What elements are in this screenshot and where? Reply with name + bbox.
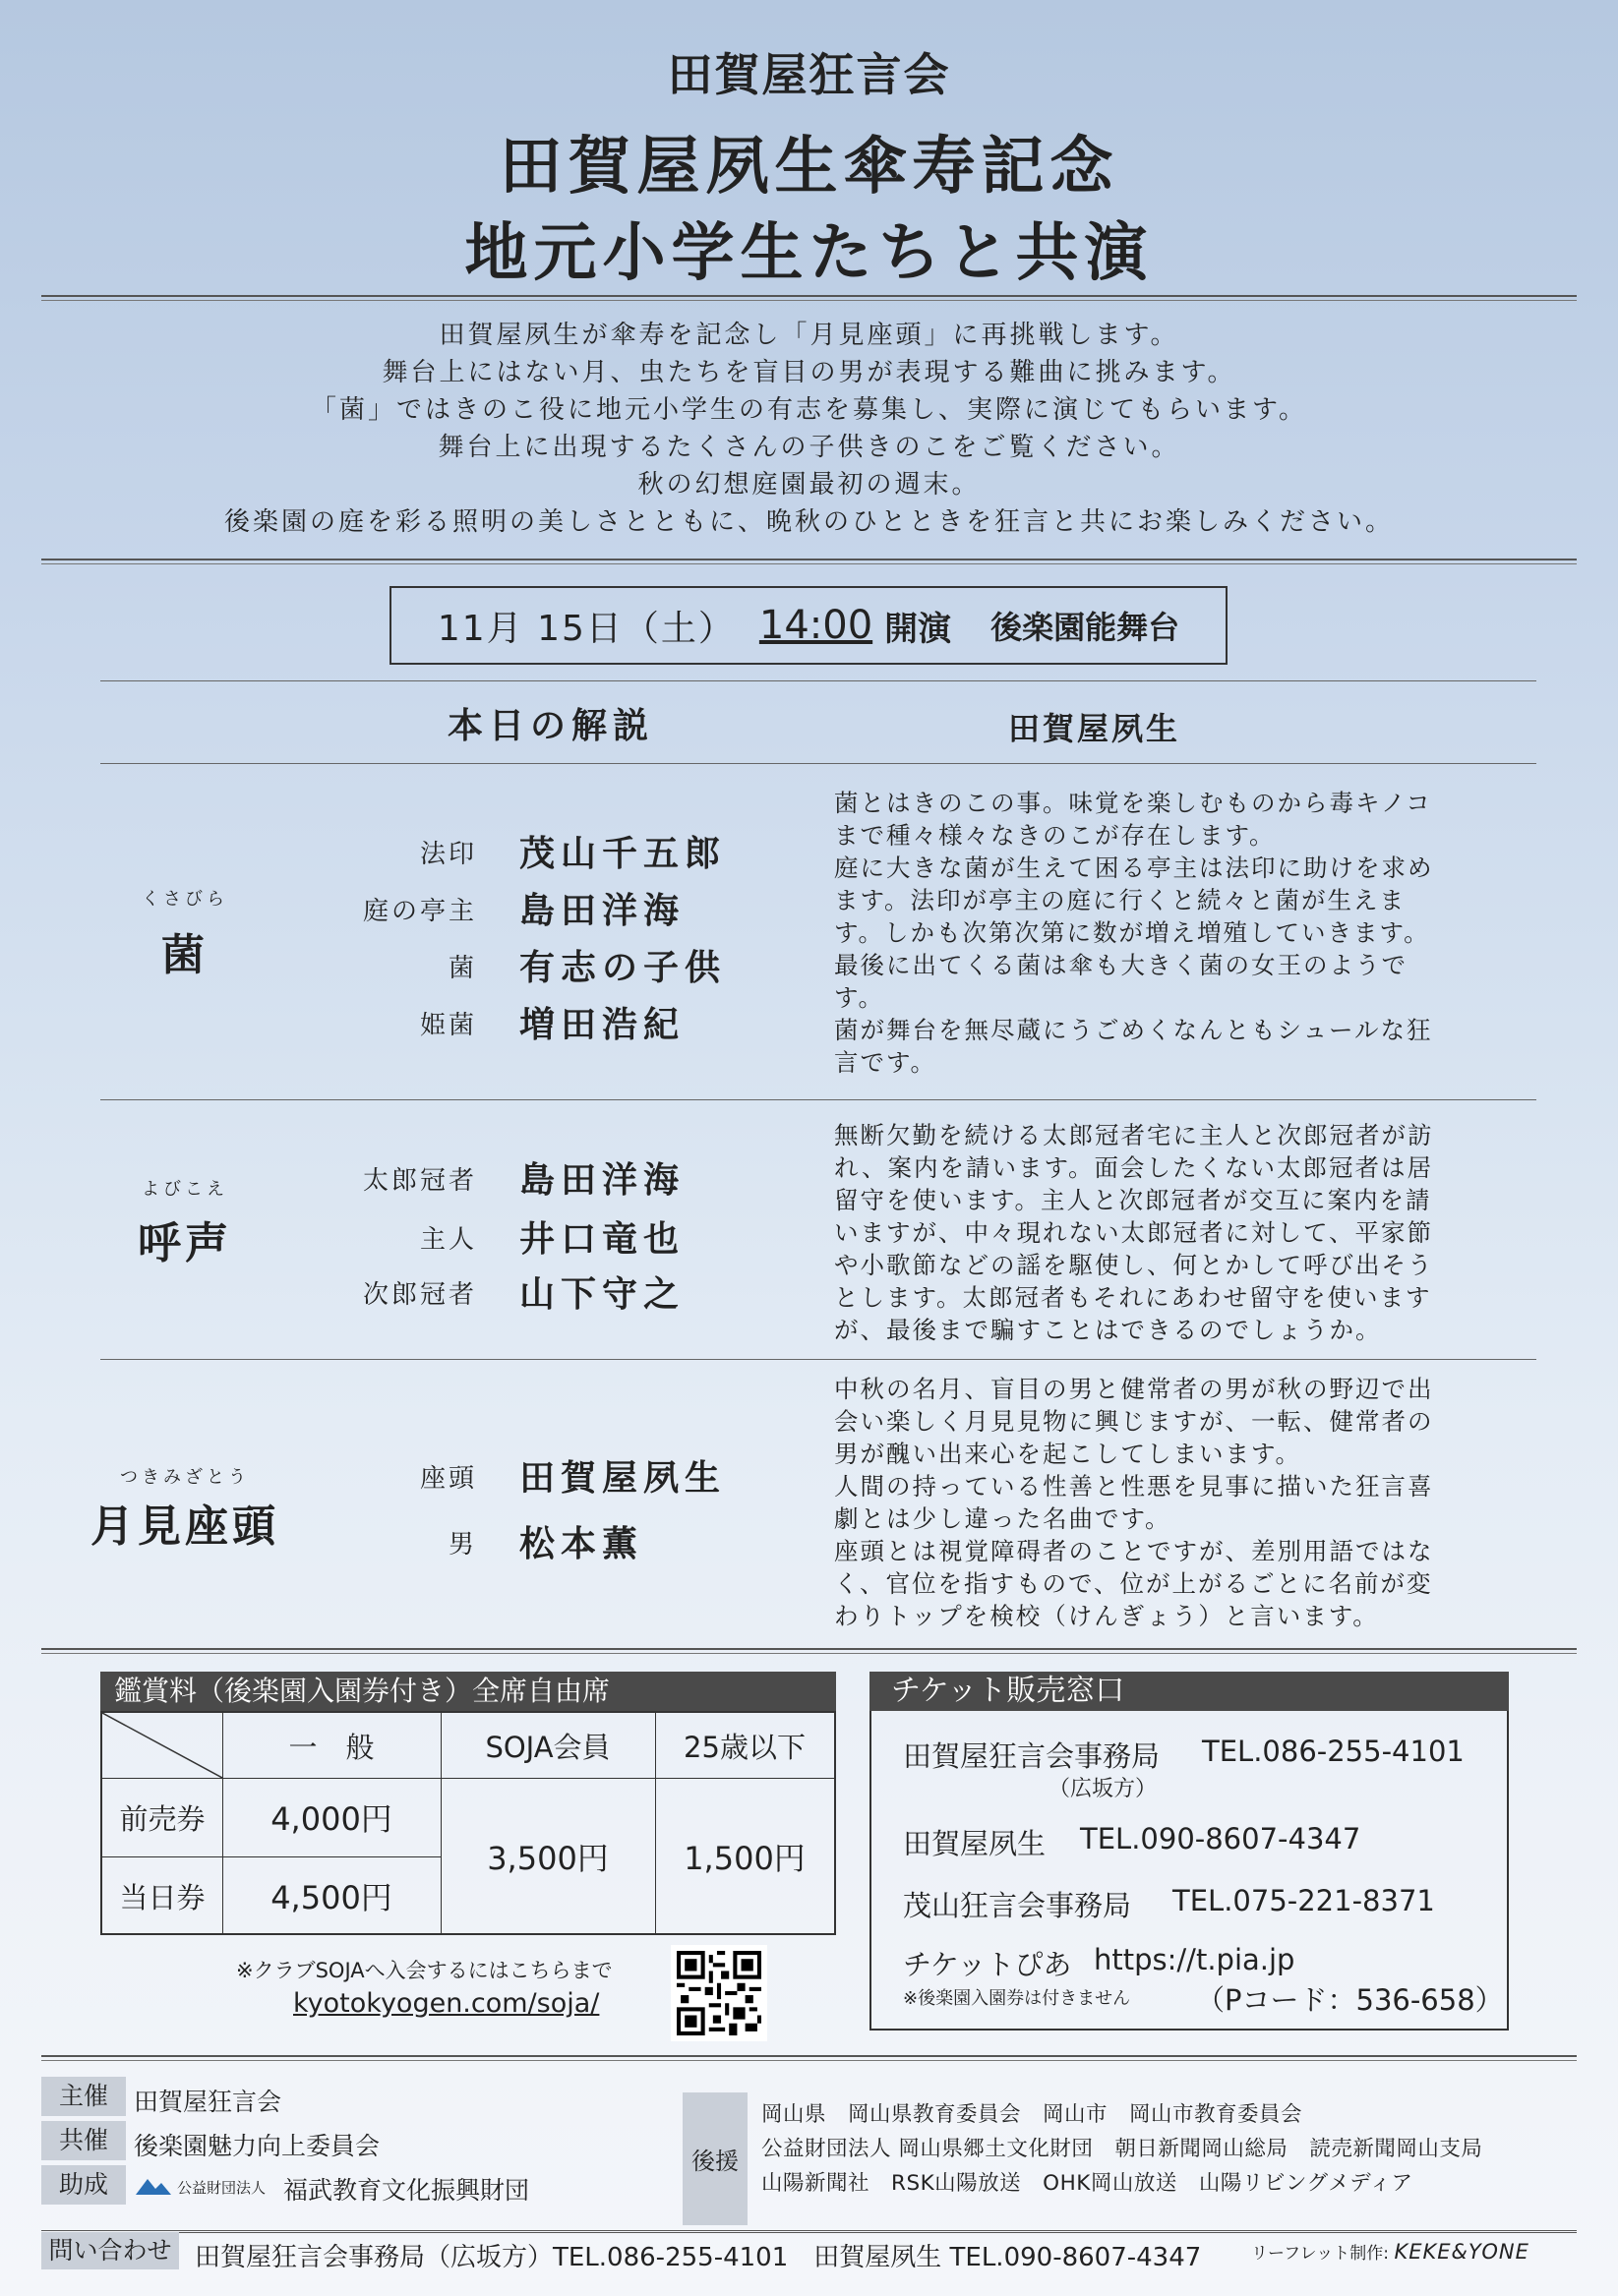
cast-actor: 島田洋海 [519,890,686,931]
synopsis-line: く、官位を指すもので、位が上がるごとに名前が変 [834,1569,1433,1598]
play-synopsis [834,1119,1528,1346]
price-cell: 1,500円 [684,1840,806,1877]
divider [100,680,1536,681]
cast-actor: 松本薫 [519,1523,644,1564]
price-table-header: 鑑賞料（後楽園入園券付き）全席自由席 [100,1672,836,1711]
price-cell: 4,000円 [270,1800,392,1838]
synopsis-line: 留守を使います。主人と次郎冠者が交互に案内を請 [834,1186,1432,1214]
synopsis-line: 言です。 [834,1048,937,1077]
cast-actor: 田賀屋夙生 [519,1457,727,1499]
row-label: 当日券 [119,1880,206,1914]
divider [100,1359,1536,1360]
grant-label: 助成 [41,2165,126,2205]
synopsis-line: とします。太郎冠者もそれにあわせ留守を使います [834,1283,1432,1312]
column-header: SOJA会員 [485,1730,611,1764]
intro-line: 田賀屋夙生が傘寿を記念し「月見座頭」に再挑戦します。 [439,321,1179,350]
cast-role: 男 [448,1530,477,1560]
column-header: 一 般 [288,1730,375,1764]
synopsis-line: す。しかも次第次第に数が増え増殖していきます。 [834,918,1430,947]
performance-date: 11月 15日（土） [437,608,736,649]
cast-role: 姫菌 [419,1011,477,1040]
cast-actor: 島田洋海 [519,1159,686,1201]
support-line: 岡山県 岡山県教育委員会 岡山市 岡山市教育委員会 [761,2102,1303,2127]
leaflet-credit [1251,2239,1529,2264]
synopsis-line: ます。法印が亭主の庭に行くと続々と菌が生えま [834,886,1407,914]
support-line: 公益財団法人 岡山県郷土文化財団 朝日新聞岡山総局 読売新聞岡山支局 [761,2137,1483,2161]
play-ruby: よびこえ [142,1179,228,1200]
price-table [100,1711,836,1935]
cast-role: 菌 [448,954,477,983]
credit-prefix: リーフレット制作: [1251,2244,1390,2264]
outlet-name: 田賀屋狂言会事務局 [903,1739,1161,1773]
qr-code[interactable] [671,1945,767,2041]
table-corner-diagonal [102,1713,222,1778]
performance-venue: 後楽園能舞台 [990,609,1180,646]
synopsis-line: や小歌節などの謡を駆使し、何とかして呼び出そう [834,1251,1434,1279]
row-label: 前売券 [119,1801,206,1836]
divider [100,1099,1536,1100]
play-title: 月見座頭 [90,1501,279,1552]
intro-line: 秋の幻想庭園最初の週末。 [637,470,981,500]
synopsis-line: 菌とはきのこの事。味覚を楽しむものから毒キノコ [834,789,1432,817]
cast-actor: 井口竜也 [519,1218,686,1260]
co-organizer-label: 共催 [41,2121,126,2160]
synopsis-line: 会い楽しく月見見物に興じますが、一転、健常者の [834,1407,1434,1436]
pia-code: （Pコード：536-658） [1196,1983,1504,2017]
synopsis-line: 最後に出てくる菌は傘も大きく菌の女王のようで [834,951,1408,979]
grant-prefix: 公益財団法人 [177,2179,267,2197]
outlet-name: 田賀屋夙生 [903,1827,1047,1860]
performance-info-box [390,586,1228,665]
synopsis-line: 無断欠勤を続ける太郎冠者宅に主人と次郎冠者が訪 [834,1121,1434,1149]
intro-text [59,317,1559,541]
outlet-tel: TEL.075-221-8371 [1172,1884,1435,1917]
synopsis-line: 菌が舞台を無尽蔵にうごめくなんともシュールな狂 [834,1016,1433,1044]
cast-actor: 増田浩紀 [519,1004,686,1045]
soja-note: ※クラブSOJAへ入会するにはこちらまで [236,1959,613,1982]
performance-start-label: 開演 [884,609,952,649]
cast-role: 太郎冠者 [362,1166,477,1196]
explainer-name: 田賀屋夙生 [1008,710,1181,747]
synopsis-line: 中秋の名月、盲目の男と健常者の男が秋の野辺で出 [834,1375,1434,1403]
cast-role: 庭の亭主 [362,897,477,926]
intro-line: 「菌」ではきのこ役に地元小学生の有志を募集し、実際に演じてもらいます。 [311,395,1307,425]
synopsis-line: いますが、中々現れない太郎冠者に対して、平家節 [834,1218,1434,1247]
play-title: 菌 [161,930,209,980]
main-title-line2: 地元小学生たちと共演 [464,216,1154,290]
pia-url[interactable]: https://t.pia.jp [1094,1943,1295,1976]
play-synopsis [834,1373,1528,1632]
synopsis-line: 男が醜い出来心を起こしてしまいます。 [834,1440,1302,1468]
outlet-name: 茂山狂言会事務局 [903,1889,1132,1922]
support-line: 山陽新聞社 RSK山陽放送 OHK岡山放送 山陽リビングメディア [761,2171,1413,2196]
divider [41,295,1577,301]
contact-text: 田賀屋狂言会事務局（広坂方）TEL.086-255-4101 田賀屋夙生 TEL.090-8607-4347 [195,2243,1202,2272]
ticket-outlets-header: チケット販売窓口 [869,1672,1509,1711]
synopsis-line: わりトップを検校（けんぎょう）と言います。 [834,1602,1379,1630]
divider [100,763,1536,764]
outlet-tel: TEL.090-8607-4347 [1080,1822,1361,1855]
pia-name: チケットぴあ [903,1948,1072,1981]
cast-actor: 山下守之 [519,1273,686,1315]
synopsis-line: れ、案内を請います。面会したくない太郎冠者は居 [834,1153,1434,1182]
intro-line: 舞台上にはない月、虫たちを盲目の男が表現する難曲に挑みます。 [382,358,1236,387]
intro-line: 後楽園の庭を彩る照明の美しさとともに、晩秋のひとときを狂言と共にお楽しみください。 [223,507,1394,537]
divider [41,2055,1577,2061]
play-ruby: つきみざとう [120,1467,250,1488]
synopsis-line: 劇とは少し違った名曲です。 [834,1504,1171,1533]
synopsis-line: まで種々様々なきのこが存在します。 [834,821,1276,850]
cast-role: 次郎冠者 [362,1280,477,1310]
synopsis-line: 庭に大きな菌が生えて困る亭主は法印に助けを求め [834,854,1434,882]
cast-actor: 茂山千五郎 [519,833,727,874]
foundation-logo-icon [134,2173,173,2201]
outlet-sub: （広坂方） [1049,1777,1158,1801]
cast-role: 座頭 [419,1464,477,1494]
intro-line: 舞台上に出現するたくさんの子供きのこをご覧ください。 [438,433,1180,462]
organizer-name: 田賀屋狂言会 [134,2088,282,2116]
credit-brand: KEKE&YONE [1394,2240,1529,2264]
co-organizer-name: 後楽園魅力向上委員会 [134,2132,381,2160]
cast-role: 法印 [419,840,477,869]
qr-code-icon [677,1951,761,2035]
performance-time: 14:00 [758,603,873,648]
synopsis-line: 座頭とは視覚障碍者のことですが、差別用語ではな [834,1537,1434,1565]
contact-label: 問い合わせ [41,2232,179,2269]
cast-actor: 有志の子供 [519,947,727,988]
play-synopsis [834,787,1528,1079]
pia-note: ※後楽園入園券は付きません [903,1988,1131,2009]
synopsis-line: す。 [834,983,885,1012]
support-label: 後援 [683,2092,748,2225]
divider [41,559,1577,564]
outlet-tel: TEL.086-255-4101 [1202,1735,1465,1768]
play-ruby: くさびら [142,889,228,910]
grant-name: 福武教育文化振興財団 [283,2176,530,2205]
price-cell: 4,500円 [270,1879,392,1916]
synopsis-line: が、最後まで騙すことはできるのでしょうか。 [834,1316,1382,1344]
explanation-heading: 本日の解説 [448,705,655,746]
organizer-label: 主催 [41,2077,126,2116]
price-cell: 3,500円 [487,1840,609,1877]
play-title: 呼声 [138,1218,232,1268]
synopsis-line: 人間の持っている性善と性悪を見事に描いた狂言喜 [834,1472,1434,1501]
soja-link[interactable]: kyotokyogen.com/soja/ [293,1988,600,2019]
organizer-title: 田賀屋狂言会 [667,48,951,101]
column-header: 25歳以下 [684,1730,806,1764]
cast-role: 主人 [419,1225,477,1255]
main-title-line1: 田賀屋夙生傘寿記念 [499,130,1119,204]
divider [41,1648,1577,1654]
